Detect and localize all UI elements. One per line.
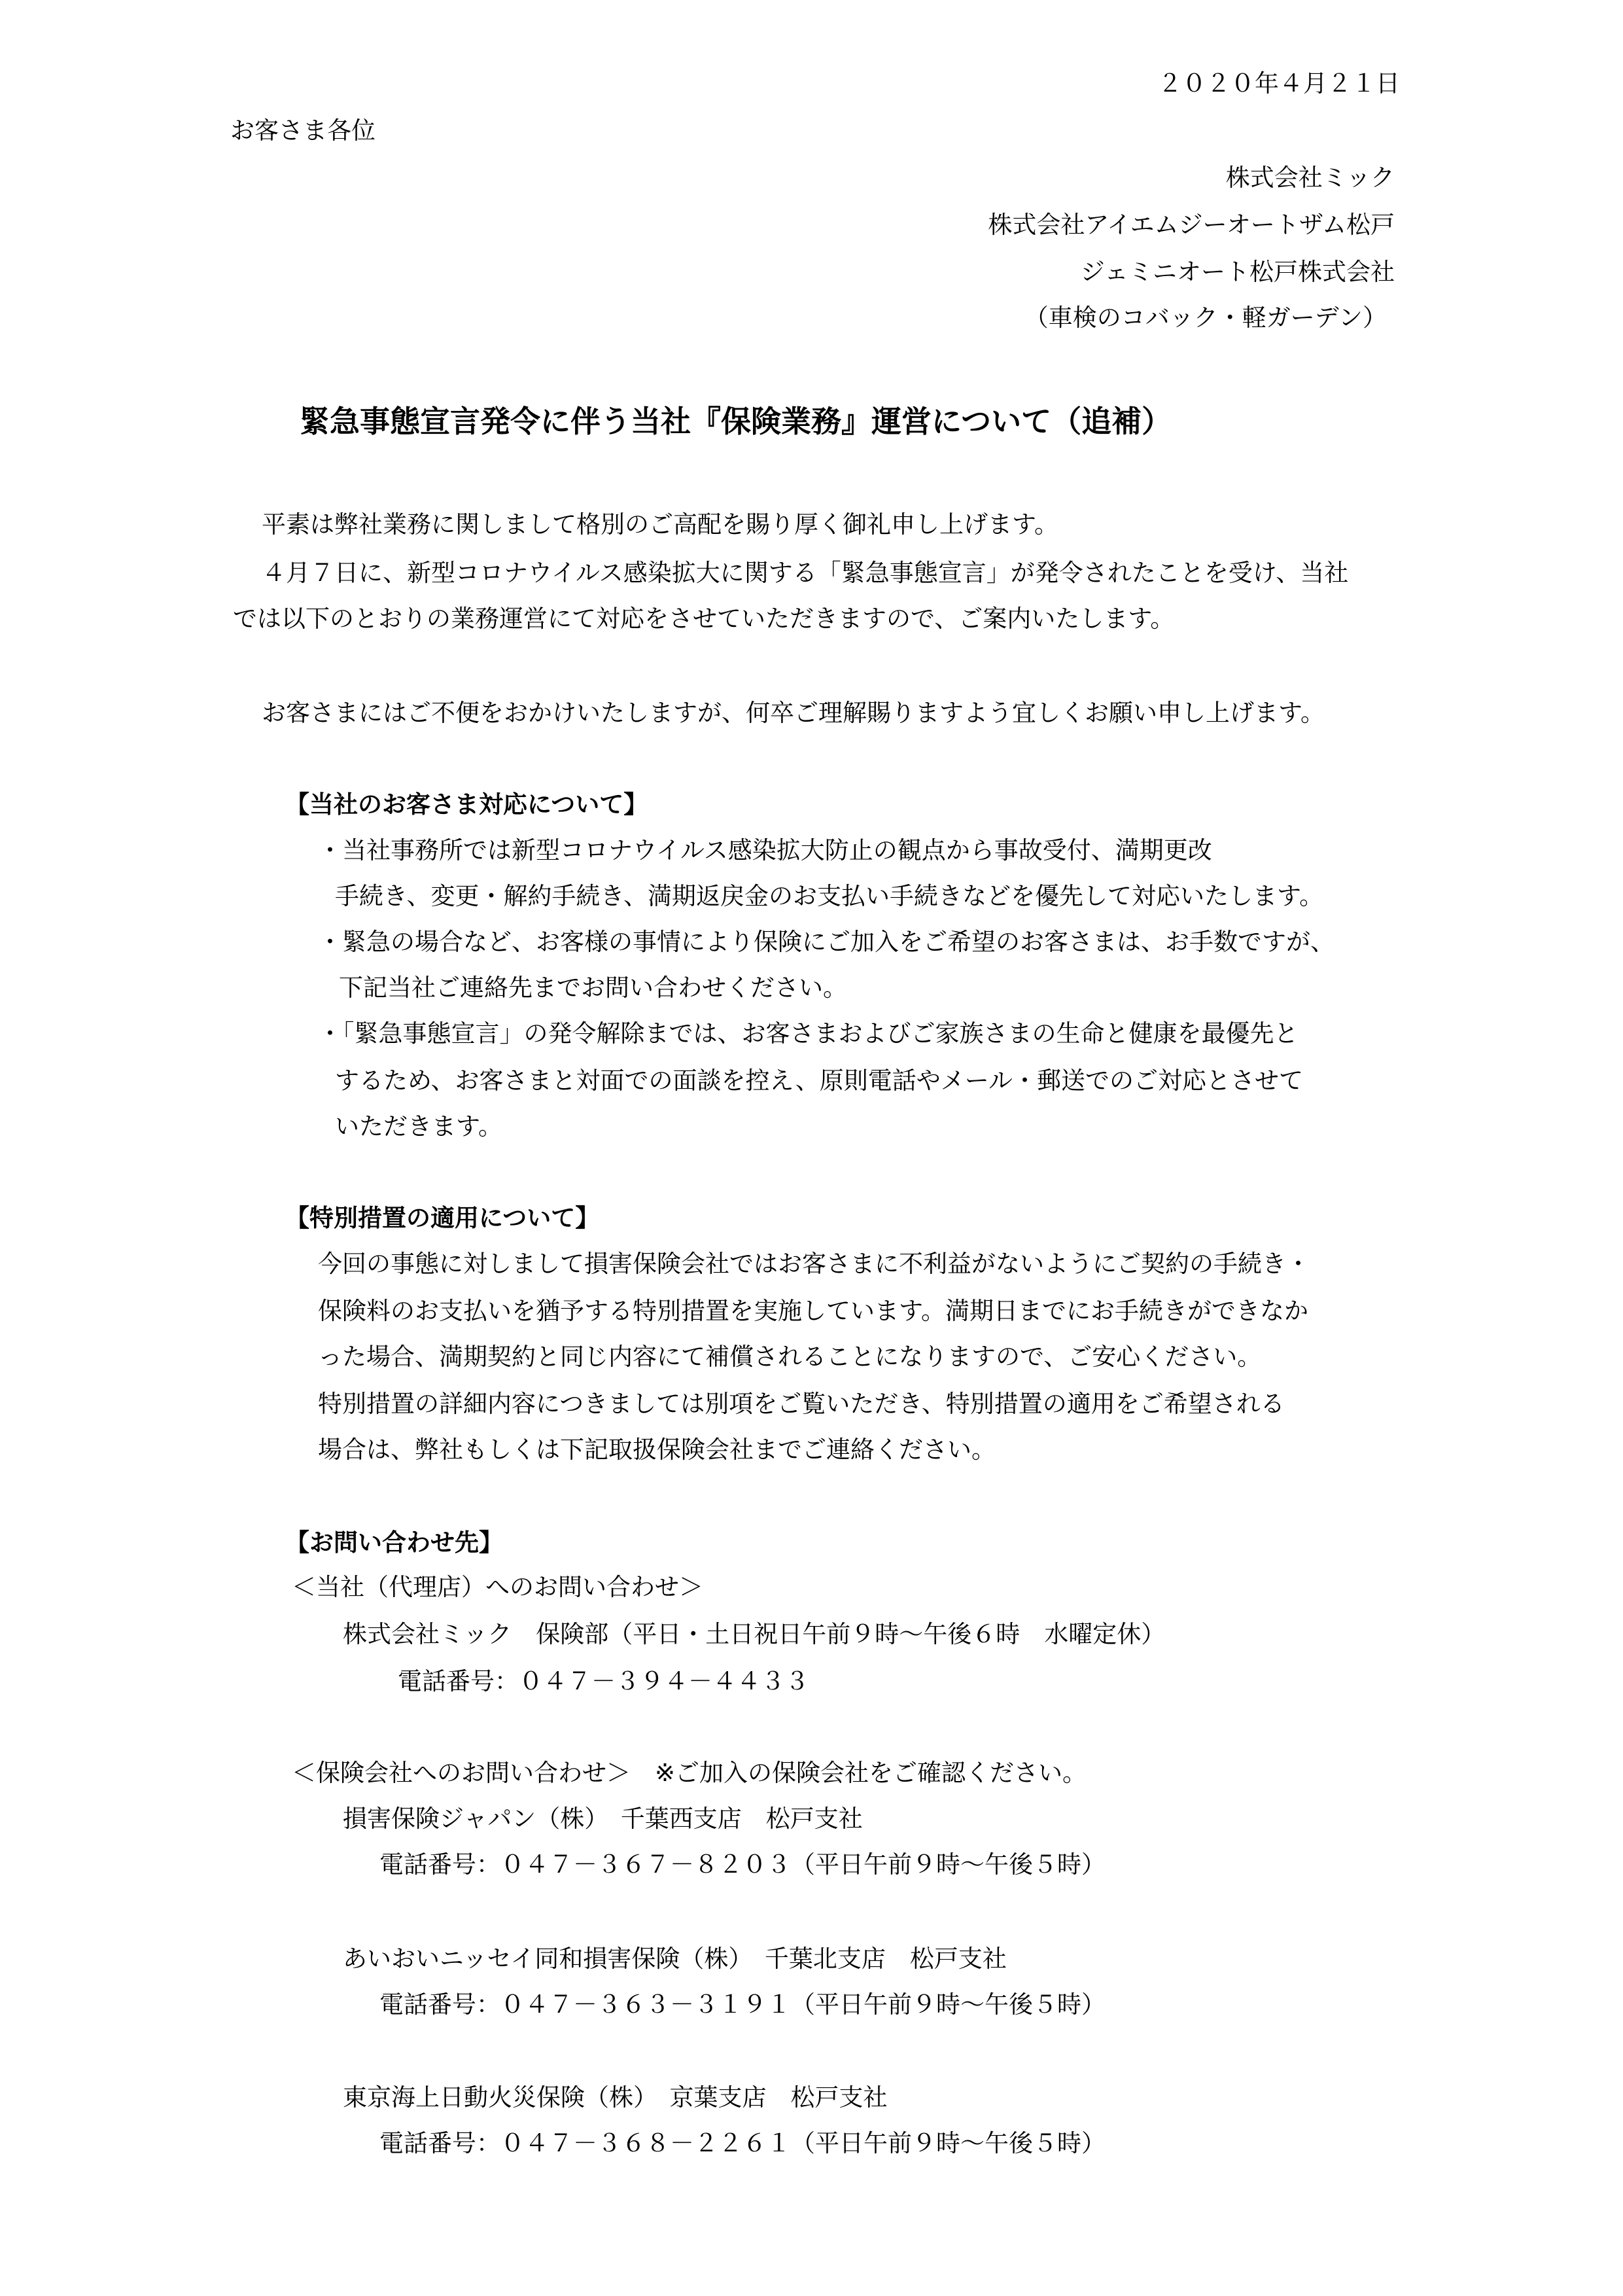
insurer-phone: 電話番号：０４７－３６３－３１９１（平日午前９時～午後５時） — [379, 1990, 1106, 2019]
insurer-name: 東京海上日動火災保険（株） 京葉支店 松戸支社 — [343, 2083, 888, 2111]
sender-brand-note: （車検のコバック・軽ガーデン） — [1024, 304, 1387, 332]
section-line: ・当社事務所では新型コロナウイルス感染拡大防止の観点から事故受付、満期更改 — [318, 836, 1212, 864]
section-heading: 【当社のお客さま対応について】 — [285, 790, 648, 819]
insurer-phone: 電話番号：０４７－３６７－８２０３（平日午前９時～午後５時） — [379, 1850, 1106, 1879]
section-heading: 【お問い合わせ先】 — [285, 1528, 503, 1557]
intro-line: では以下のとおりの業務運営にて対応をさせていただきますので、ご案内いたします。 — [233, 605, 1175, 633]
sender-company-mic: 株式会社ミック — [1225, 164, 1395, 192]
section-line: 下記当社ご連絡先までお問い合わせください。 — [339, 974, 847, 1002]
sender-company-gemini: ジェミニオート松戸株式会社 — [1080, 258, 1395, 286]
section-line: 今回の事態に対しまして損害保険会社ではお客さまに不利益がないようにご契約の手続き・ — [318, 1250, 1310, 1278]
section-line: 特別措置の詳細内容につきましては別項をご覧いただき、特別措置の適用をご希望される — [318, 1390, 1285, 1418]
section-line: いただきます。 — [335, 1112, 503, 1140]
section-line: ・「緊急事態宣言」の発令解除までは、お客さまおよびご家族さまの生命と健康を最優先と — [318, 1019, 1299, 1048]
document-title: 緊急事態宣言発令に伴う当社『保険業務』運営について（追補） — [300, 404, 1172, 439]
agency-contact-label: ＜当社（代理店）へのお問い合わせ＞ — [292, 1573, 703, 1601]
intro-line: ４月７日に、新型コロナウイルス感染拡大に関する「緊急事態宣言」が発令されたことを受け、当社 — [262, 559, 1349, 587]
agency-phone: 電話番号：０４７－３９４－４４３３ — [398, 1667, 809, 1695]
intro-line: 平素は弊社業務に関しまして格別のご高配を賜り厚く御礼申し上げます。 — [262, 510, 1059, 539]
insurer-name: 損害保険ジャパン（株） 千葉西支店 松戸支社 — [343, 1805, 863, 1833]
sender-company-autozam: 株式会社アイエムジーオートザム松戸 — [988, 211, 1395, 239]
insurer-contact-label: ＜保険会社へのお問い合わせ＞ ※ご加入の保険会社をご確認ください。 — [292, 1759, 1087, 1787]
intro-line: お客さまにはご不便をおかけいたしますが、何卒ご理解賜りますよう宜しくお願い申し上げます。 — [262, 699, 1325, 727]
addressee: お客さま各位 — [230, 116, 375, 145]
agency-name: 株式会社ミック 保険部（平日・土日祝日午前９時～午後６時 水曜定休） — [343, 1620, 1166, 1648]
document-date: ２０２０年４月２１日 — [1158, 69, 1400, 97]
section-line: するため、お客さまと対面での面談を控え、原則電話やメール・郵送でのご対応とさせて — [335, 1067, 1303, 1095]
section-line: った場合、満期契約と同じ内容にて補償されることになりますので、ご安心ください。 — [318, 1343, 1262, 1371]
section-line: 手続き、変更・解約手続き、満期返戻金のお支払い手続きなどを優先して対応いたします。 — [335, 882, 1324, 910]
section-line: ・緊急の場合など、お客様の事情により保険にご加入をご希望のお客さまは、お手数ですが、 — [318, 928, 1335, 956]
section-heading: 【特別措置の適用について】 — [285, 1204, 600, 1232]
insurer-name: あいおいニッセイ同和損害保険（株） 千葉北支店 松戸支社 — [343, 1945, 1007, 1973]
section-line: 場合は、弊社もしくは下記取扱保険会社までご連絡ください。 — [318, 1436, 996, 1464]
section-line: 保険料のお支払いを猶予する特別措置を実施しています。満期日までにお手続きができなか — [318, 1297, 1309, 1325]
insurer-phone: 電話番号：０４７－３６８－２２６１（平日午前９時～午後５時） — [379, 2129, 1106, 2157]
